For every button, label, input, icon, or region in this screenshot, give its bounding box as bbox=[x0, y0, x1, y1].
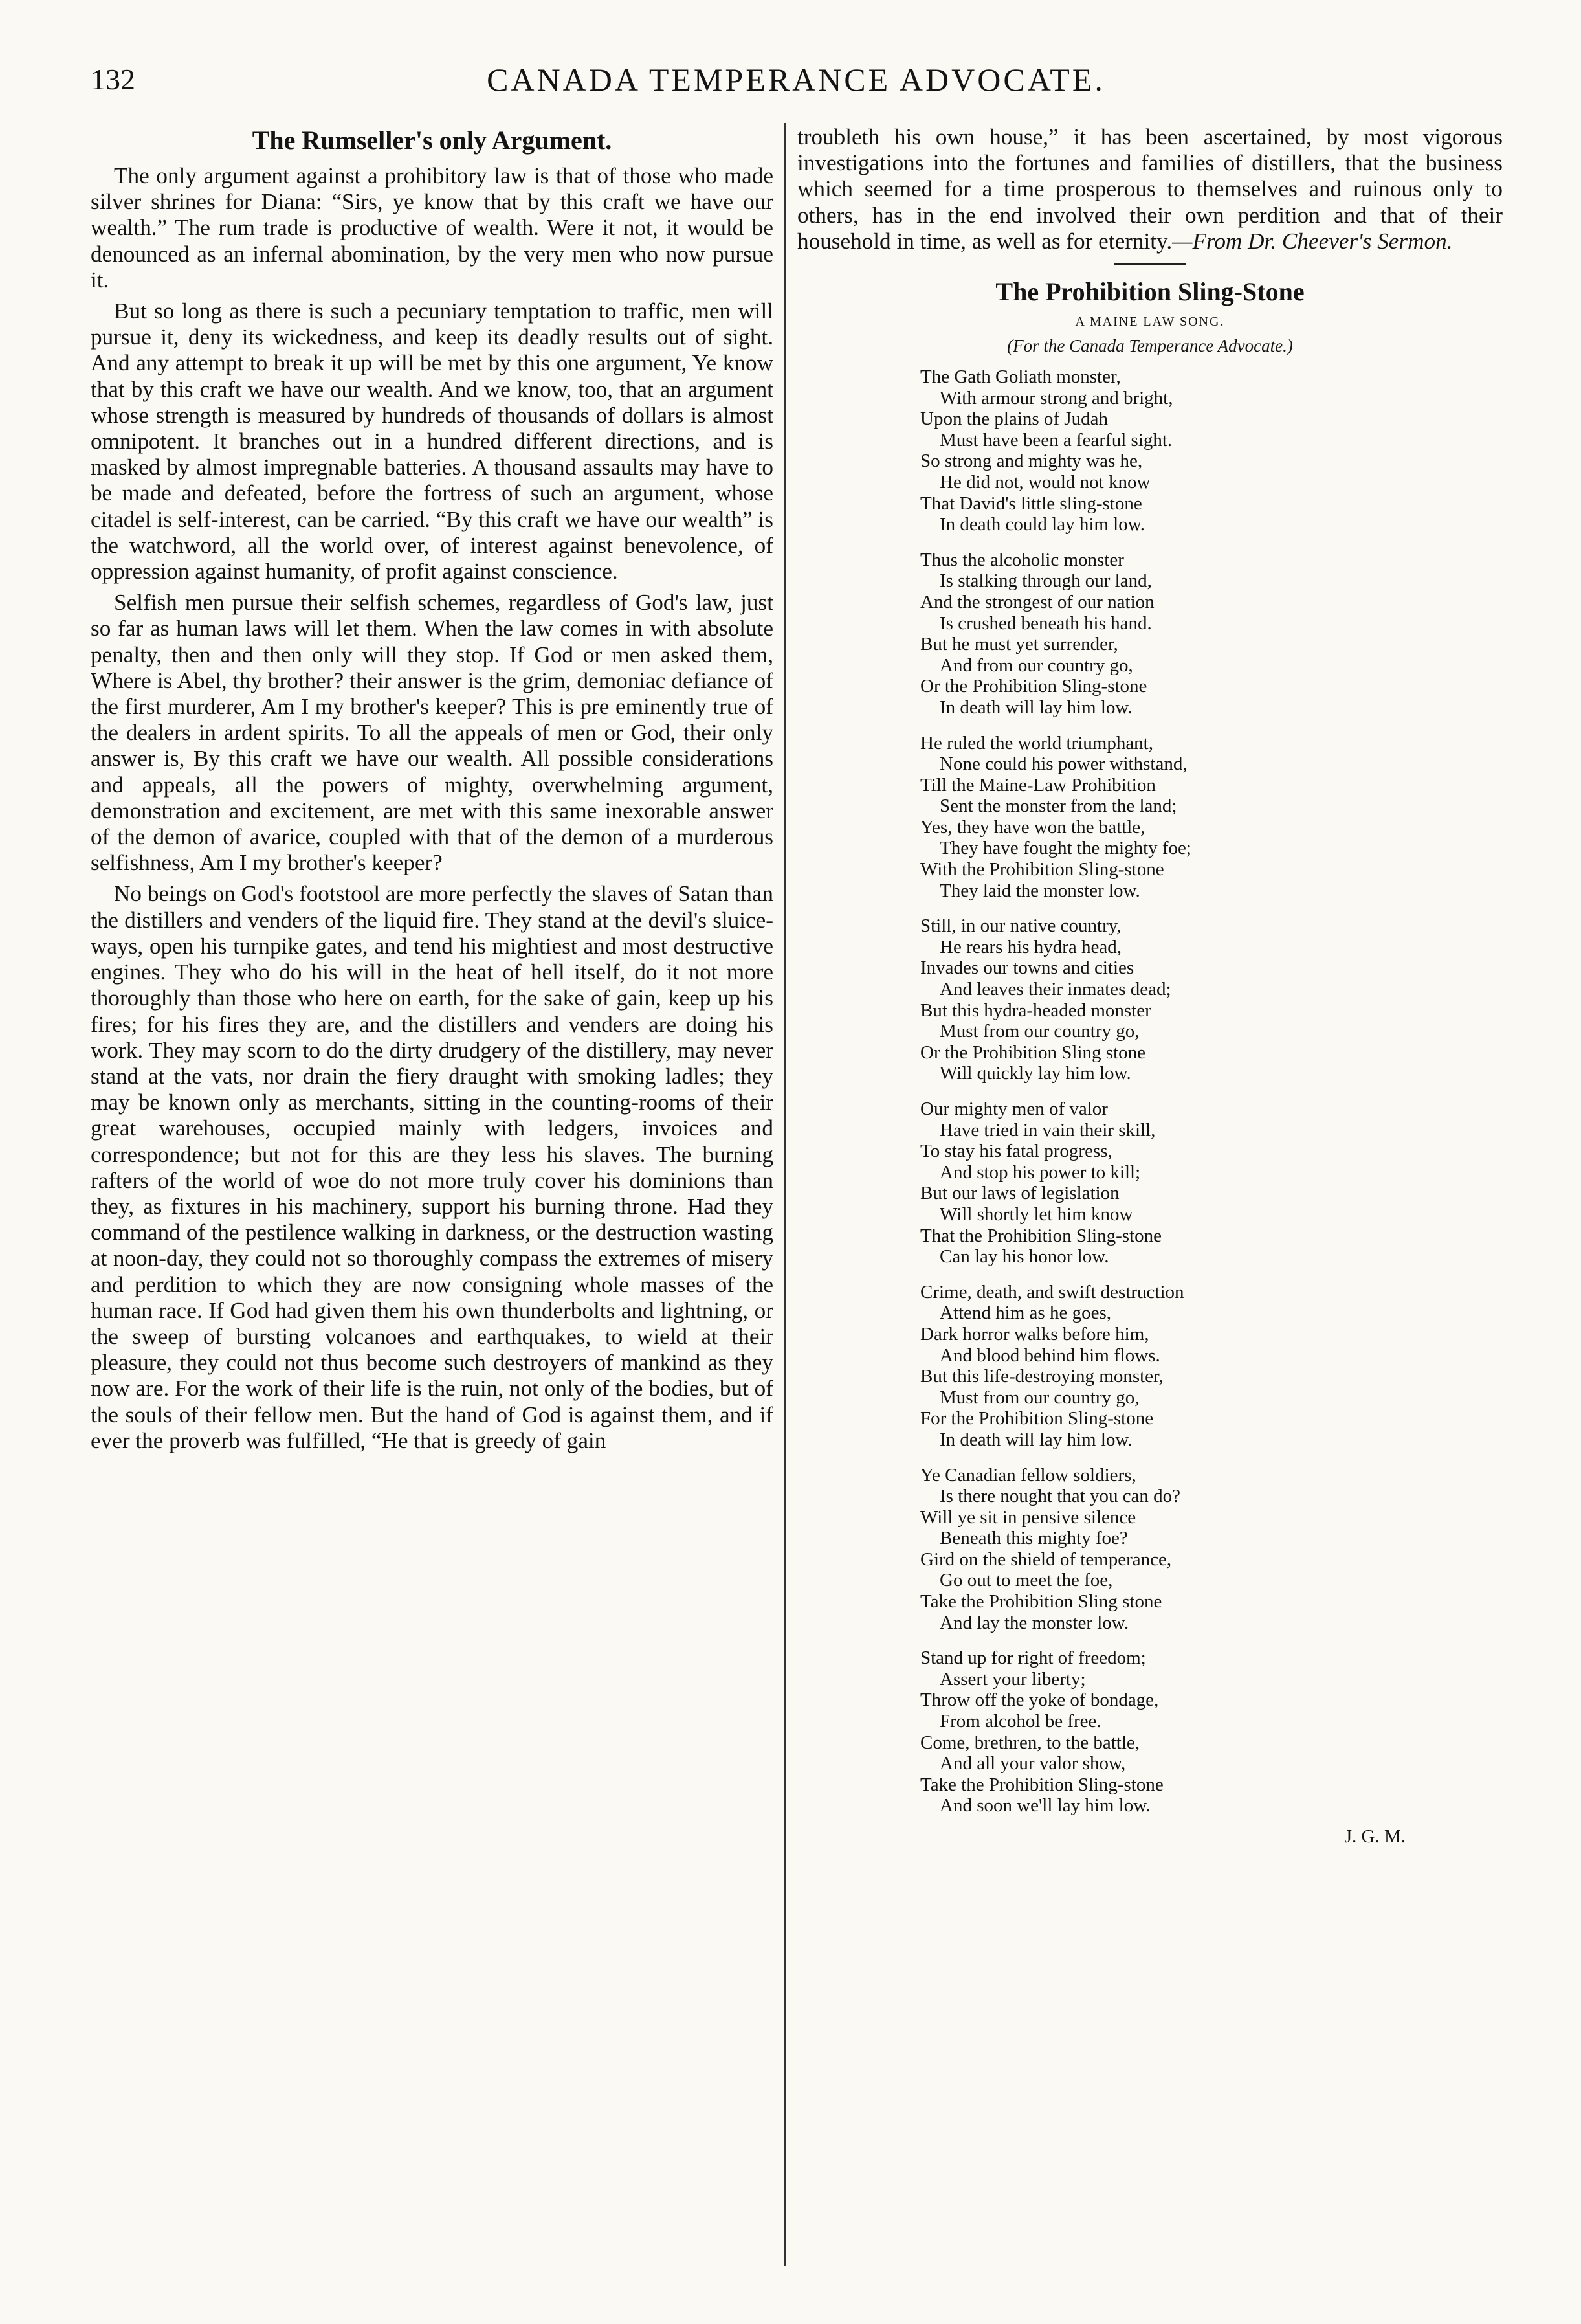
poem-line: Take the Prohibition Sling stone bbox=[920, 1591, 1162, 1613]
article-paragraph: Selfish men pursue their selfish schemes, regardless of God's law, just so far as human laws will let them. When the law comes in with absolute penalty, then and then only will they stop. If God or men asked them, Where is Abel, thy brother? their answer is the grim, demoniac defiance of the first murderer, Am I my brother's keeper? This is pre eminently true of the dealers in ardent spirits. To all the appeals of men or God, their only answer is, By this craft we have our wealth. All possible considerations and appeals, all the powers of mighty, overwhelming argument, demonstration and excitement, are met with this same inexorable answer of the demon of avarice, coupled with that of the demon of a murderous selfishness, Am I my brother's keeper? bbox=[91, 590, 773, 876]
article-title: The Rumseller's only Argument. bbox=[252, 126, 612, 155]
poem-line: Is stalking through our land, bbox=[940, 570, 1152, 592]
poem-line: Throw off the yoke of bondage, bbox=[920, 1690, 1159, 1711]
header-rule bbox=[91, 109, 1501, 111]
poem-line: Will quickly lay him low. bbox=[940, 1063, 1131, 1084]
poem-line: But this hydra-headed monster bbox=[920, 1000, 1151, 1021]
article-continuation bbox=[797, 124, 1503, 254]
poem-line: Is there nought that you can do? bbox=[940, 1486, 1181, 1507]
poem-line: Or the Prohibition Sling-stone bbox=[920, 676, 1147, 697]
poem-line: And the strongest of our nation bbox=[920, 591, 1155, 612]
page-header bbox=[91, 57, 1501, 102]
poem-line: Till the Maine-Law Prohibition bbox=[920, 774, 1156, 796]
poem-line: And leaves their inmates dead; bbox=[940, 979, 1171, 1000]
poem-stanza bbox=[920, 1465, 1503, 1634]
poem-line: He rears his hydra head, bbox=[940, 936, 1122, 957]
poem-stanza bbox=[920, 733, 1503, 902]
poem-line: Invades our towns and cities bbox=[920, 957, 1134, 979]
poem-line: And blood behind him flows. bbox=[940, 1345, 1160, 1366]
poem-stanza bbox=[920, 366, 1503, 535]
poem-line: Must from our country go, bbox=[940, 1021, 1140, 1042]
poem-line: Dark horror walks before him, bbox=[920, 1323, 1149, 1345]
poem-line: Or the Prohibition Sling stone bbox=[920, 1042, 1145, 1063]
poem-line: In death will lay him low. bbox=[940, 1429, 1133, 1450]
poem-line: Stand up for right of freedom; bbox=[920, 1648, 1146, 1669]
poem-line: So strong and mighty was he, bbox=[920, 451, 1143, 472]
poem-line: With armour strong and bright, bbox=[940, 387, 1173, 408]
publication-title: CANADA TEMPERANCE ADVOCATE. bbox=[487, 61, 1105, 98]
right-column bbox=[797, 124, 1503, 1848]
page-number: 132 bbox=[91, 63, 135, 96]
poem-line: They have fought the mighty foe; bbox=[940, 838, 1191, 859]
poem-line: Must have been a fearful sight. bbox=[940, 429, 1173, 451]
continuation-text: troubleth his own house,” it has been ascertained, by most vigorous investigations into the fortunes and families of distillers, that the business which seemed for a time prosperous to themselves and ruinous only to others, has in the end involved their own perdition and that of their household in time, as well as for eternity. bbox=[797, 124, 1503, 254]
poem-line: The Gath Goliath monster, bbox=[920, 366, 1121, 388]
poem-line: Come, brethren, to the battle, bbox=[920, 1732, 1140, 1753]
section-rule bbox=[1114, 263, 1186, 265]
poem-line: For the Prohibition Sling-stone bbox=[920, 1408, 1154, 1429]
poem-line: Go out to meet the foe, bbox=[940, 1570, 1113, 1591]
poem-line: Is crushed beneath his hand. bbox=[940, 612, 1152, 634]
poem-line: Will ye sit in pensive silence bbox=[920, 1506, 1136, 1528]
poem-line: Our mighty men of valor bbox=[920, 1099, 1108, 1120]
poem-stanza bbox=[920, 550, 1503, 719]
poem-line: And from our country go, bbox=[940, 654, 1133, 676]
poem-line: In death could lay him low. bbox=[940, 514, 1145, 535]
left-column bbox=[91, 124, 773, 1459]
poem-title: The Prohibition Sling-Stone bbox=[995, 277, 1305, 307]
poem-line: Can lay his honor low. bbox=[940, 1246, 1109, 1268]
poem-line: Attend him as he goes, bbox=[940, 1302, 1111, 1324]
poem-subtitle: A MAINE LAW SONG. bbox=[1075, 315, 1225, 330]
poem-line: Crime, death, and swift destruction bbox=[920, 1281, 1184, 1302]
poem-stanza bbox=[920, 1099, 1503, 1268]
poem-line: Beneath this mighty foe? bbox=[940, 1528, 1128, 1549]
poem-line: But our laws of legislation bbox=[920, 1183, 1120, 1204]
poem-body bbox=[920, 366, 1503, 1816]
sermon-attribution: —From Dr. Cheever's Sermon. bbox=[1172, 228, 1453, 254]
article-paragraph: No beings on God's footstool are more perfectly the slaves of Satan than the distillers and venders of the liquid fire. They stand at the devil's sluice-ways, open his turnpike gates, and tend his mightiest and most destructive engines. They who do his will in the heat of hell itself, do it not more thoroughly than those who here on earth, for the sake of gain, keep up his fires; for his fires they are, and the distillers and venders are doing his work. They may scorn to do the dirty drudgery of the distillery, may never stand at the vats, nor drain the fiery draught with smoking ladles; they may be known only as merchants, sitting in the counting-rooms of their great warehouses, occupied mainly with ledgers, invoices and correspondence; but not for this are they less his slaves. The burning rafters of the world of woe do not more truly cover his dominions than they, as fixtures in his machinery, support his burning throne. Had they command of the pestilence walking in darkness, or the destruction wasting at noon-day, they could not so thoroughly compass the extremes of misery and perdition to which they are now consigning whole masses of the human race. If God had given them his own thunderbolts and lightning, or the sweep of bursting volcanoes and earthquakes, to wield at their pleasure, they could not thus become such destroyers of mankind as they now are. For the work of their life is the ruin, not only of the bodies, but of the souls of their fellow men. But the hand of God is against them, and if ever the proverb was fulfilled, “He that is greedy of gain bbox=[91, 881, 773, 1453]
poem-line: In death will lay him low. bbox=[940, 697, 1133, 718]
poem-line: Ye Canadian fellow soldiers, bbox=[920, 1464, 1136, 1486]
poem-line: Assert your liberty; bbox=[940, 1668, 1086, 1690]
poem-line: Still, in our native country, bbox=[920, 915, 1122, 937]
poem-line: And stop his power to kill; bbox=[940, 1161, 1141, 1183]
poem-line: With the Prohibition Sling-stone bbox=[920, 859, 1164, 880]
poem-line: They laid the monster low. bbox=[940, 880, 1140, 901]
poem-line: Sent the monster from the land; bbox=[940, 796, 1177, 817]
poem-line: He ruled the world triumphant, bbox=[920, 732, 1153, 754]
poem-line: And all your valor show, bbox=[940, 1753, 1126, 1774]
column-divider bbox=[784, 123, 786, 2266]
poem-line: Have tried in vain their skill, bbox=[940, 1119, 1156, 1141]
article-paragraph: The only argument against a prohibitory law is that of those who made silver shrines for Diana: “Sirs, ye know that by this craft we have our wealth.” The rum trade is productive of wealth. Were it not, it would be denounced as an infernal abomination, by the very men who now pursue it. bbox=[91, 163, 773, 293]
poem-stanza bbox=[920, 1648, 1503, 1816]
poem-line: Yes, they have won the battle, bbox=[920, 816, 1145, 838]
poem-line: And lay the monster low. bbox=[940, 1612, 1129, 1633]
poem-signature: J. G. M. bbox=[1344, 1826, 1406, 1848]
poem-line: He did not, would not know bbox=[940, 471, 1151, 493]
poem-line: To stay his fatal progress, bbox=[920, 1141, 1112, 1162]
poem-line: None could his power withstand, bbox=[940, 754, 1188, 775]
poem-line: Thus the alcoholic monster bbox=[920, 549, 1124, 570]
article-paragraph: But so long as there is such a pecuniary temptation to traffic, men will pursue it, deny its wickedness, and keep its deadly results out of sight. And any attempt to break it up will be met by this one argument, Ye know that by this craft we have our wealth. And we know, too, that an argument whose strength is measured by hundreds of thousands of dollars is almost omnipotent. It branches out in a hundred different directions, and is masked by almost impregnable batteries. A thousand assaults may have to be made and defeated, before the fortress of such an argument, whose citadel is self-interest, can be carried. “By this craft we have our wealth” is the watchword, all the world over, of interest against benevolence, of oppression against humanity, of profit against conscience. bbox=[91, 298, 773, 585]
poem-line: And soon we'll lay him low. bbox=[940, 1795, 1151, 1816]
poem-line: Upon the plains of Judah bbox=[920, 408, 1108, 430]
poem-line: Take the Prohibition Sling-stone bbox=[920, 1774, 1164, 1795]
poem-line: From alcohol be free. bbox=[940, 1711, 1101, 1732]
poem-line: Will shortly let him know bbox=[940, 1203, 1133, 1225]
poem-line: That David's little sling-stone bbox=[920, 493, 1142, 514]
poem-stanza bbox=[920, 1282, 1503, 1451]
poem-line: Must from our country go, bbox=[940, 1387, 1140, 1408]
poem-line: Gird on the shield of temperance, bbox=[920, 1548, 1172, 1570]
poem-line: But this life-destroying monster, bbox=[920, 1366, 1164, 1387]
poem-stanza bbox=[920, 915, 1503, 1084]
poem-source: (For the Canada Temperance Advocate.) bbox=[1007, 336, 1293, 356]
poem-line: But he must yet surrender, bbox=[920, 634, 1118, 655]
poem-line: That the Prohibition Sling-stone bbox=[920, 1225, 1162, 1246]
